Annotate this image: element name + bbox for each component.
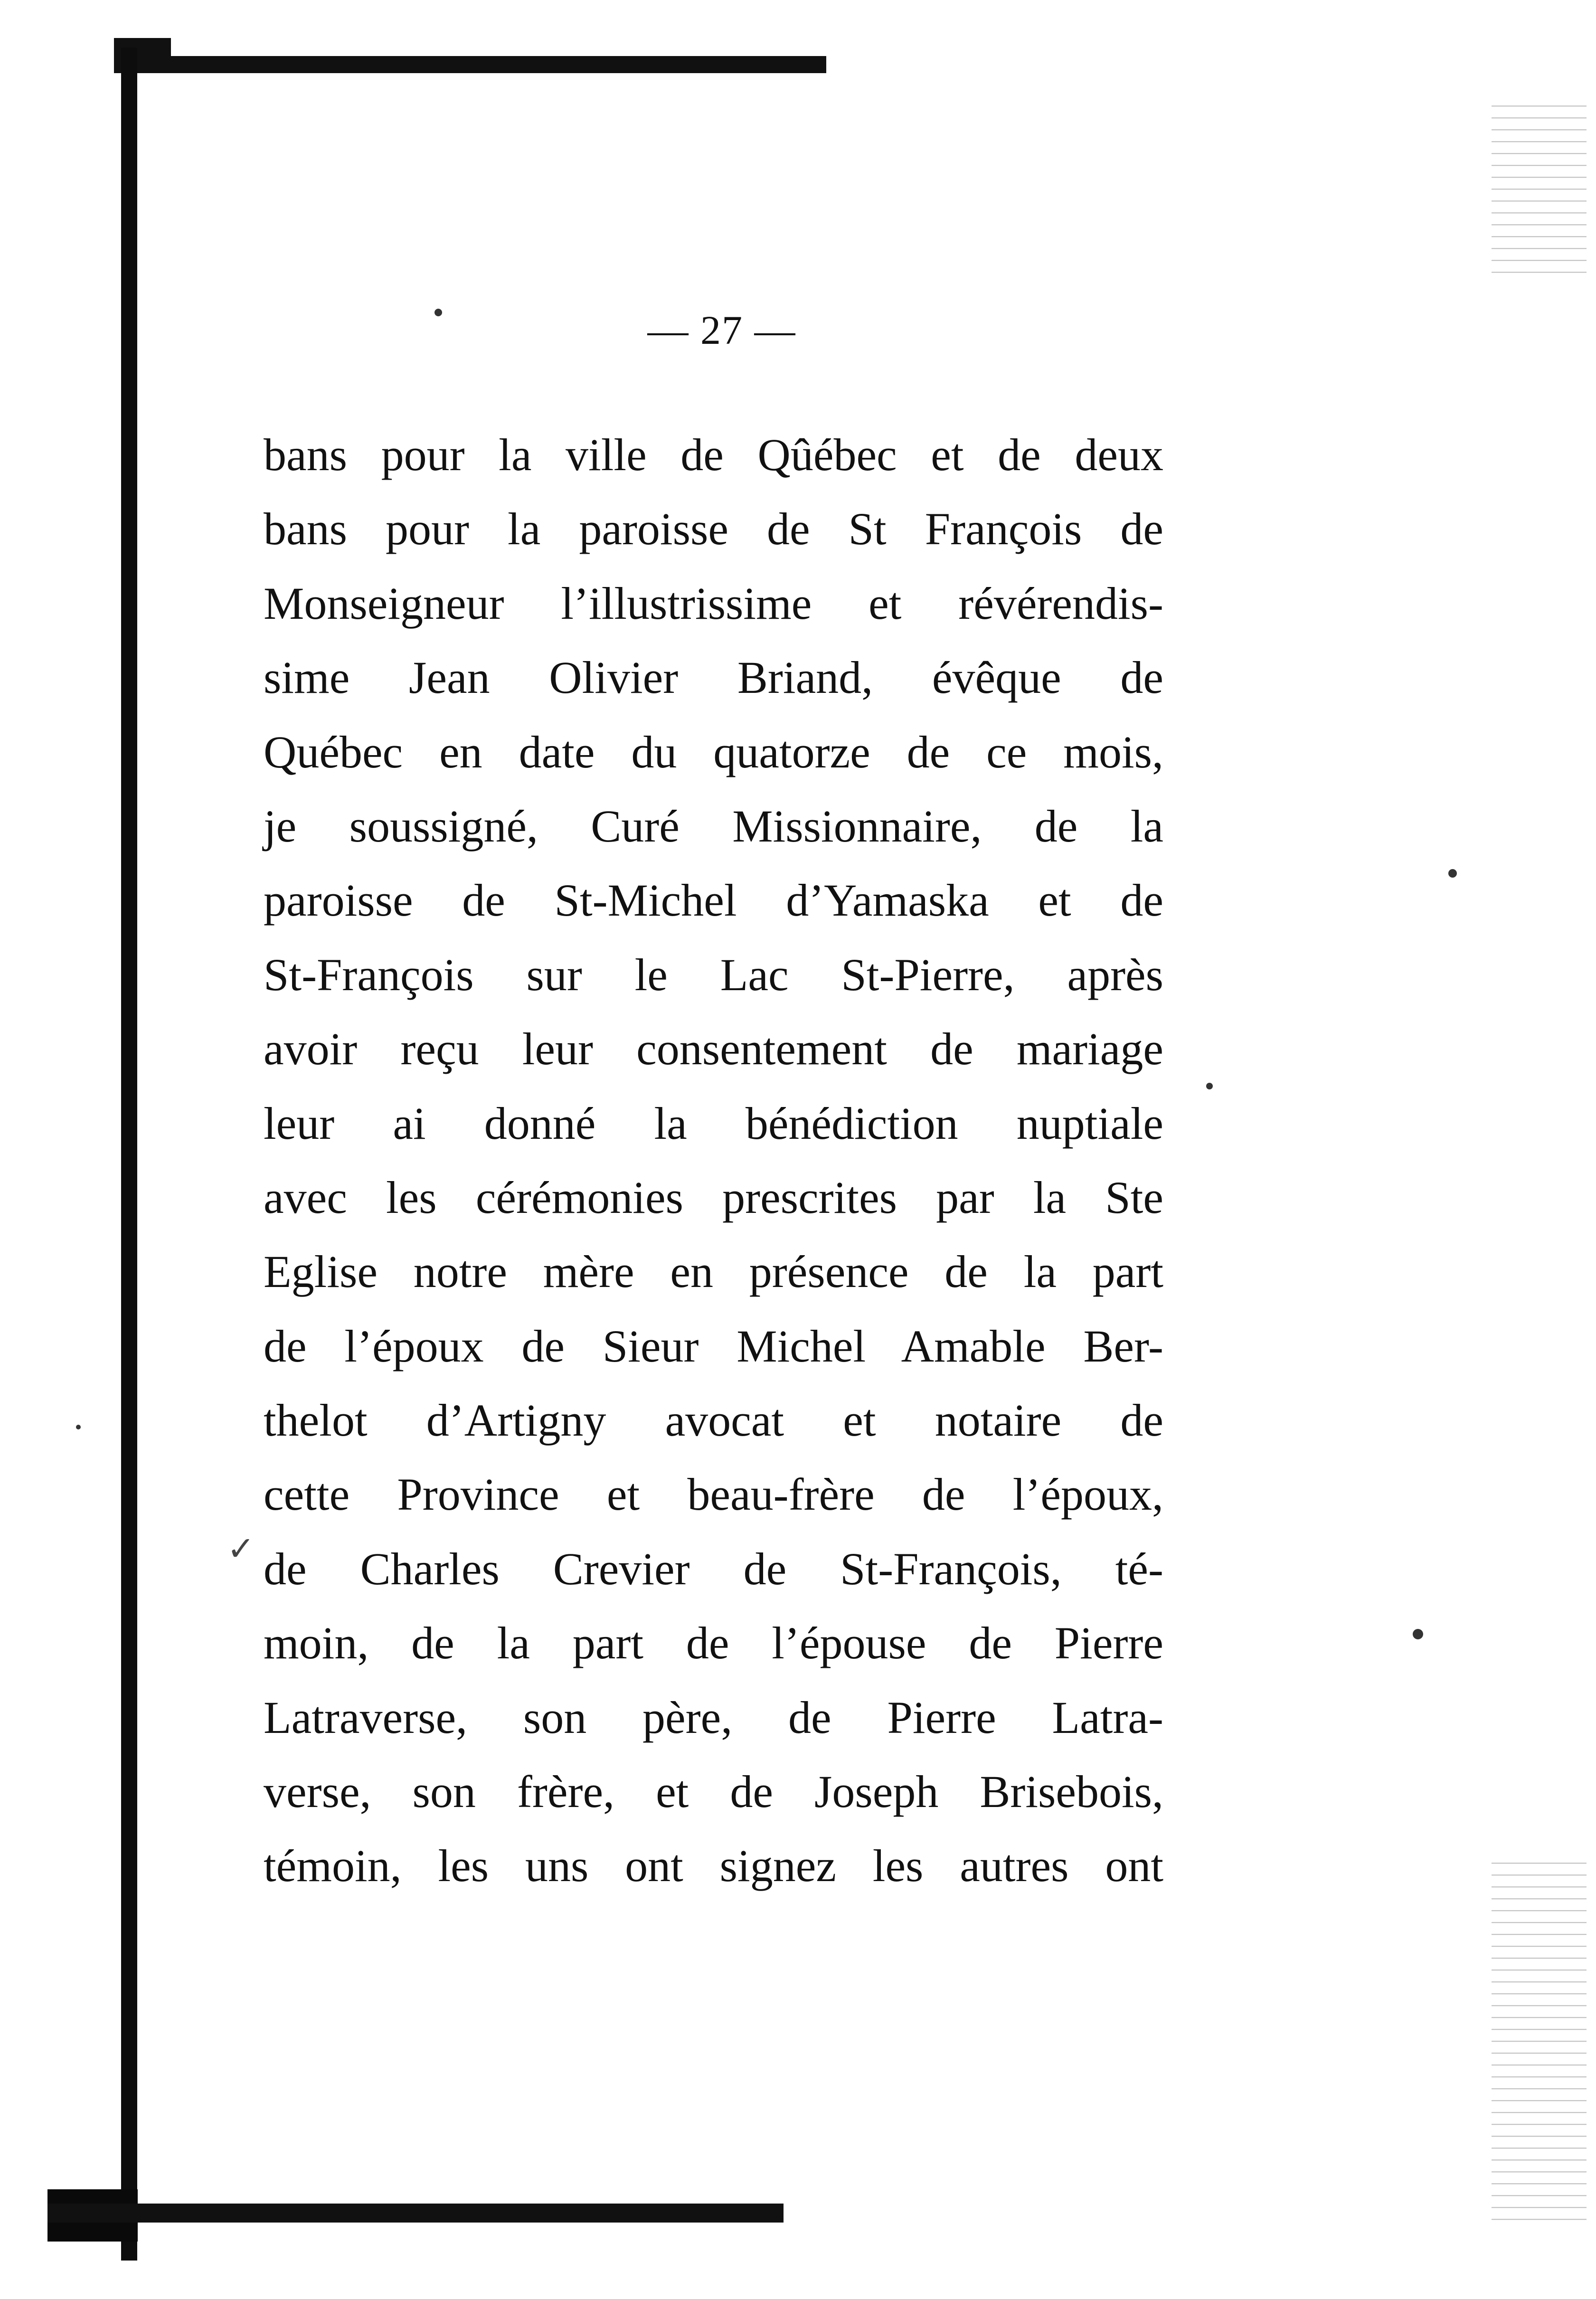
text-line: témoin, les uns ont signez les autres ont (264, 1840, 1163, 1892)
text-line: je soussigné, Curé Missionnaire, de la (264, 800, 1163, 851)
text-line: St-François sur le Lac St-Pierre, après (264, 949, 1163, 1000)
text-line: bans pour la ville de Qûébec et de deux (264, 429, 1163, 480)
scan-edge-noise (1492, 95, 1587, 275)
text-line: sime Jean Olivier Briand, évêque de (264, 652, 1163, 703)
scan-speck (434, 309, 442, 316)
text-line: moin, de la part de l’épouse de Pierre (264, 1618, 1163, 1669)
scan-speck (1413, 1629, 1423, 1639)
text-line: cette Province et beau-frère de l’époux, (264, 1469, 1163, 1520)
scan-border-top (114, 56, 826, 73)
page-number: — 27 — (647, 307, 796, 353)
text-line: de l’époux de Sieur Michel Amable Ber- (264, 1320, 1163, 1372)
margin-pencil-mark: ✓ (227, 1531, 255, 1568)
scan-border-left (121, 47, 137, 2261)
text-line: avoir reçu leur consentement de mariage (264, 1023, 1163, 1075)
text-line: paroisse de St-Michel d’Yamaska et de (264, 875, 1163, 926)
text-line: bans pour la paroisse de St François de (264, 503, 1163, 555)
text-line: Latraverse, son père, de Pierre Latra- (264, 1692, 1163, 1743)
text-line: de Charles Crevier de St-François, té- (264, 1543, 1163, 1594)
text-line: verse, son frère, et de Joseph Brisebois, (264, 1766, 1163, 1817)
scan-speck (1206, 1083, 1213, 1089)
text-line: Québec en date du quatorze de ce mois, (264, 726, 1163, 777)
scan-border-bottom (47, 2204, 784, 2223)
scan-speck (76, 1425, 81, 1429)
scan-speck (1448, 869, 1457, 878)
scan-edge-noise (1492, 1852, 1587, 2223)
text-line: Monseigneur l’illustrissime et révérendis- (264, 577, 1163, 629)
text-line: thelot d’Artigny avocat et notaire de (264, 1395, 1163, 1446)
body-text (264, 418, 1163, 1903)
text-line: leur ai donné la bénédiction nuptiale (264, 1097, 1163, 1149)
text-line: Eglise notre mère en présence de la part (264, 1246, 1163, 1297)
text-line: avec les cérémonies prescrites par la Ste (264, 1172, 1163, 1223)
